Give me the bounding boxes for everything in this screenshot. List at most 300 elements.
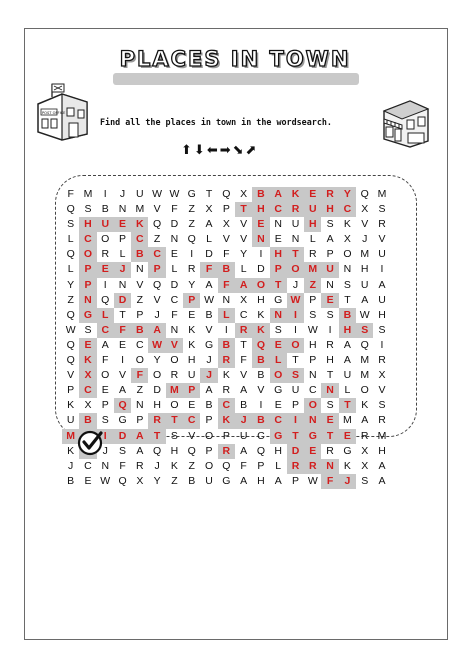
grid-cell[interactable]: C xyxy=(218,398,235,413)
grid-cell[interactable]: T xyxy=(321,429,338,444)
grid-cell[interactable]: B xyxy=(252,187,269,202)
grid-cell[interactable]: A xyxy=(343,338,351,351)
grid-cell[interactable]: Q xyxy=(256,444,265,457)
grid-cell[interactable]: C xyxy=(257,429,265,442)
grid-cell[interactable]: J xyxy=(154,459,160,472)
grid-cell[interactable]: O xyxy=(101,369,110,382)
grid-cell[interactable]: C xyxy=(131,232,148,247)
grid-cell[interactable]: I xyxy=(328,323,332,336)
grid-cell[interactable]: U xyxy=(343,369,352,382)
grid-cell[interactable]: E xyxy=(84,474,92,487)
grid-cell[interactable]: I xyxy=(97,429,114,444)
grid-cell[interactable]: B xyxy=(205,399,213,412)
grid-cell[interactable]: G xyxy=(79,308,96,323)
grid-cell[interactable]: H xyxy=(153,399,161,412)
grid-cell[interactable]: M xyxy=(360,248,370,261)
grid-cell[interactable]: R xyxy=(304,459,321,474)
grid-cell[interactable]: W xyxy=(169,188,180,200)
grid-cell[interactable]: J xyxy=(292,278,299,291)
grid-cell[interactable]: V xyxy=(257,384,265,397)
grid-cell[interactable]: R xyxy=(218,353,235,368)
grid-cell[interactable]: X xyxy=(361,203,369,216)
grid-cell[interactable]: B xyxy=(257,369,265,382)
grid-cell[interactable]: R xyxy=(235,323,252,338)
grid-cell[interactable]: R xyxy=(326,338,334,351)
grid-cell[interactable]: V xyxy=(378,384,386,397)
grid-cell[interactable]: A xyxy=(361,414,369,427)
grid-cell[interactable]: X xyxy=(343,233,351,246)
grid-cell[interactable]: R xyxy=(222,384,231,397)
grid-cell[interactable]: V xyxy=(240,233,248,246)
grid-cell[interactable]: U xyxy=(378,248,386,261)
grid-cell[interactable]: Y xyxy=(240,248,248,261)
grid-cell[interactable]: H xyxy=(378,308,386,321)
grid-cell[interactable]: K xyxy=(170,459,178,472)
grid-cell[interactable]: J xyxy=(339,474,356,489)
grid-cell[interactable]: P xyxy=(257,459,265,472)
grid-cell[interactable]: X xyxy=(222,218,230,231)
grid-cell[interactable]: R xyxy=(326,444,334,457)
grid-cell[interactable]: H xyxy=(360,263,369,276)
grid-cell[interactable]: Q xyxy=(153,444,162,457)
grid-cell[interactable]: O xyxy=(135,354,144,367)
grid-cell[interactable]: L xyxy=(275,459,282,472)
grid-cell[interactable]: N xyxy=(326,278,334,291)
grid-cell[interactable]: W xyxy=(148,338,165,353)
grid-cell[interactable]: P xyxy=(119,233,127,246)
grid-cell[interactable]: J xyxy=(206,354,212,367)
grid-cell[interactable]: K xyxy=(257,308,265,321)
grid-cell[interactable]: A xyxy=(240,474,248,487)
grid-cell[interactable]: C xyxy=(309,384,317,397)
grid-cell[interactable]: G xyxy=(274,384,283,397)
grid-cell[interactable]: H xyxy=(304,217,321,232)
grid-cell[interactable]: V xyxy=(136,278,144,291)
grid-cell[interactable]: G xyxy=(270,429,287,444)
grid-cell[interactable]: F xyxy=(171,203,178,216)
grid-cell[interactable]: A xyxy=(136,444,144,457)
grid-cell[interactable]: A xyxy=(240,384,248,397)
grid-cell[interactable]: Q xyxy=(101,293,110,306)
grid-cell[interactable]: X xyxy=(205,203,213,216)
grid-cell[interactable]: U xyxy=(66,414,75,427)
grid-cell[interactable]: N xyxy=(270,308,287,323)
grid-cell[interactable]: B xyxy=(252,413,269,428)
grid-cell[interactable]: E xyxy=(274,399,282,412)
grid-cell[interactable]: E xyxy=(304,187,321,202)
grid-cell[interactable]: I xyxy=(287,413,304,428)
grid-cell[interactable]: V xyxy=(119,369,127,382)
grid-cell[interactable]: G xyxy=(343,444,352,457)
grid-cell[interactable]: T xyxy=(287,247,304,262)
grid-cell[interactable]: A xyxy=(205,218,213,231)
grid-cell[interactable]: X xyxy=(79,368,96,383)
grid-cell[interactable]: P xyxy=(222,203,230,216)
grid-cell[interactable]: C xyxy=(270,413,287,428)
grid-cell[interactable]: G xyxy=(204,338,214,351)
grid-cell[interactable]: P xyxy=(222,429,230,442)
grid-cell[interactable]: J xyxy=(119,188,126,200)
grid-cell[interactable]: L xyxy=(309,233,316,246)
grid-cell[interactable]: H xyxy=(274,444,282,457)
grid-cell[interactable]: S xyxy=(326,399,334,412)
grid-cell[interactable]: R xyxy=(360,429,369,442)
grid-cell[interactable]: F xyxy=(200,262,217,277)
grid-cell[interactable]: B xyxy=(188,474,196,487)
grid-cell[interactable]: L xyxy=(97,308,114,323)
grid-cell[interactable]: P xyxy=(309,293,317,306)
grid-cell[interactable]: O xyxy=(304,398,321,413)
grid-cell[interactable]: V xyxy=(153,203,161,216)
grid-cell[interactable]: Z xyxy=(304,278,321,293)
grid-cell[interactable]: T xyxy=(166,413,183,428)
grid-cell[interactable]: N xyxy=(309,369,317,382)
grid-cell[interactable]: P xyxy=(101,399,109,412)
grid-cell[interactable]: Z xyxy=(67,293,74,306)
grid-cell[interactable]: X xyxy=(84,399,92,412)
grid-cell[interactable]: K xyxy=(287,187,304,202)
grid-cell[interactable]: R xyxy=(321,187,338,202)
grid-cell[interactable]: E xyxy=(321,413,338,428)
grid-cell[interactable]: Q xyxy=(66,248,75,261)
grid-cell[interactable]: N xyxy=(101,459,110,472)
grid-cell[interactable]: A xyxy=(274,474,282,487)
grid-cell[interactable]: L xyxy=(240,263,247,276)
grid-cell[interactable]: J xyxy=(68,459,74,472)
grid-cell[interactable]: Q xyxy=(252,338,269,353)
grid-cell[interactable]: S xyxy=(378,399,386,412)
grid-cell[interactable]: Y xyxy=(339,187,356,202)
grid-cell[interactable]: P xyxy=(205,444,213,457)
grid-cell[interactable]: B xyxy=(79,413,96,428)
grid-cell[interactable]: H xyxy=(187,354,196,367)
grid-cell[interactable]: J xyxy=(114,262,131,277)
grid-cell[interactable]: M xyxy=(360,354,370,367)
grid-cell[interactable]: M xyxy=(377,429,387,442)
grid-cell[interactable]: I xyxy=(259,399,263,412)
grid-cell[interactable]: C xyxy=(170,293,179,306)
grid-cell[interactable]: O xyxy=(270,368,287,383)
grid-cell[interactable]: T xyxy=(148,429,165,444)
grid-cell[interactable]: Z xyxy=(171,474,178,487)
grid-cell[interactable]: Z xyxy=(188,203,195,216)
grid-cell[interactable]: R xyxy=(378,414,386,427)
grid-cell[interactable]: Q xyxy=(66,354,75,367)
grid-cell[interactable]: A xyxy=(240,444,248,457)
grid-cell[interactable]: N xyxy=(304,413,321,428)
grid-cell[interactable]: E xyxy=(79,338,96,353)
grid-cell[interactable]: N xyxy=(170,323,179,336)
grid-cell[interactable]: B xyxy=(131,247,148,262)
grid-cell[interactable]: I xyxy=(287,308,304,323)
grid-cell[interactable]: T xyxy=(235,202,252,217)
grid-cell[interactable]: B xyxy=(218,338,235,353)
grid-cell[interactable]: N xyxy=(321,459,338,474)
grid-cell[interactable]: S xyxy=(287,368,304,383)
grid-cell[interactable]: E xyxy=(274,233,282,246)
grid-cell[interactable]: A xyxy=(235,278,252,293)
grid-cell[interactable]: F xyxy=(102,354,109,367)
grid-cell[interactable]: M xyxy=(377,188,387,200)
grid-cell[interactable]: I xyxy=(121,354,124,367)
grid-cell[interactable]: S xyxy=(343,278,351,291)
grid-cell[interactable]: O xyxy=(153,369,162,382)
grid-cell[interactable]: U xyxy=(360,278,369,291)
grid-cell[interactable]: L xyxy=(171,263,178,276)
grid-cell[interactable]: Y xyxy=(153,354,161,367)
grid-cell[interactable]: A xyxy=(205,384,213,397)
grid-cell[interactable]: I xyxy=(103,278,107,291)
grid-cell[interactable]: S xyxy=(170,429,178,442)
grid-cell[interactable]: S xyxy=(84,323,92,336)
grid-cell[interactable]: E xyxy=(97,262,114,277)
grid-cell[interactable]: A xyxy=(343,354,351,367)
grid-cell[interactable]: R xyxy=(287,459,304,474)
grid-cell[interactable]: C xyxy=(84,459,92,472)
grid-cell[interactable]: A xyxy=(378,474,386,487)
grid-cell[interactable]: C xyxy=(183,413,200,428)
grid-cell[interactable]: R xyxy=(378,218,386,231)
grid-cell[interactable]: K xyxy=(188,323,196,336)
grid-cell[interactable]: R xyxy=(148,413,165,428)
grid-cell[interactable]: Z xyxy=(188,459,195,472)
grid-cell[interactable]: Q xyxy=(187,233,196,246)
grid-cell[interactable]: P xyxy=(79,278,96,293)
grid-cell[interactable]: J xyxy=(200,368,217,383)
grid-cell[interactable]: G xyxy=(187,188,196,200)
grid-cell[interactable]: V xyxy=(240,369,248,382)
grid-cell[interactable]: L xyxy=(67,233,74,246)
grid-cell[interactable]: Q xyxy=(360,338,369,351)
grid-cell[interactable]: O xyxy=(79,247,96,262)
grid-cell[interactable]: I xyxy=(190,248,194,261)
grid-cell[interactable]: H xyxy=(326,354,334,367)
grid-cell[interactable]: N xyxy=(291,233,300,246)
grid-cell[interactable]: J xyxy=(235,413,252,428)
grid-cell[interactable]: V xyxy=(188,429,196,442)
grid-cell[interactable]: Y xyxy=(153,474,161,487)
grid-cell[interactable]: P xyxy=(136,308,144,321)
grid-cell[interactable]: H xyxy=(170,444,179,457)
grid-cell[interactable]: S xyxy=(67,218,75,231)
grid-cell[interactable]: C xyxy=(339,202,356,217)
grid-cell[interactable]: W xyxy=(307,474,318,487)
grid-cell[interactable]: F xyxy=(321,474,338,489)
grid-cell[interactable]: X xyxy=(240,188,248,200)
grid-cell[interactable]: A xyxy=(326,233,334,246)
grid-cell[interactable]: S xyxy=(378,323,386,336)
grid-cell[interactable]: C xyxy=(239,308,248,321)
grid-cell[interactable]: O xyxy=(170,354,179,367)
grid-cell[interactable]: W xyxy=(65,323,76,336)
grid-cell[interactable]: M xyxy=(135,203,145,216)
grid-cell[interactable]: T xyxy=(119,308,126,321)
grid-cell[interactable]: C xyxy=(79,383,96,398)
grid-cell[interactable]: U xyxy=(378,293,386,306)
grid-cell[interactable]: E xyxy=(119,338,127,351)
grid-cell[interactable]: V xyxy=(153,293,161,306)
grid-cell[interactable]: S xyxy=(84,203,92,216)
grid-cell[interactable]: H xyxy=(79,217,96,232)
grid-cell[interactable]: O xyxy=(287,338,304,353)
grid-cell[interactable]: U xyxy=(239,429,248,442)
grid-cell[interactable]: N xyxy=(79,293,96,308)
grid-cell[interactable]: H xyxy=(309,338,317,351)
grid-cell[interactable]: S xyxy=(274,323,282,336)
grid-cell[interactable]: N xyxy=(222,293,231,306)
grid-cell[interactable]: D xyxy=(153,384,161,397)
grid-cell[interactable]: T xyxy=(205,188,213,200)
grid-cell[interactable]: O xyxy=(252,278,269,293)
grid-cell[interactable]: R xyxy=(170,369,179,382)
grid-cell[interactable]: Z xyxy=(153,233,161,246)
grid-cell[interactable]: N xyxy=(118,203,127,216)
grid-cell[interactable]: N xyxy=(170,233,179,246)
grid-cell[interactable]: K xyxy=(67,399,75,412)
grid-cell[interactable]: D xyxy=(114,293,131,308)
grid-cell[interactable]: H xyxy=(321,202,338,217)
grid-cell[interactable]: K xyxy=(361,399,369,412)
grid-cell[interactable]: Q xyxy=(66,308,75,321)
grid-cell[interactable]: V xyxy=(361,218,369,231)
grid-cell[interactable]: K xyxy=(67,444,75,457)
grid-cell[interactable]: T xyxy=(270,278,287,293)
grid-cell[interactable]: E xyxy=(321,293,338,308)
grid-cell[interactable]: T xyxy=(287,429,304,444)
grid-cell[interactable]: U xyxy=(136,188,144,200)
grid-cell[interactable]: D xyxy=(170,278,179,291)
grid-cell[interactable]: N xyxy=(252,232,269,247)
grid-cell[interactable]: F xyxy=(171,308,178,321)
grid-cell[interactable]: O xyxy=(343,248,352,261)
grid-cell[interactable]: R xyxy=(101,248,110,261)
grid-cell[interactable]: M xyxy=(343,414,352,427)
grid-cell[interactable]: D xyxy=(205,248,213,261)
grid-cell[interactable]: D xyxy=(257,263,265,276)
grid-cell[interactable]: B xyxy=(339,308,356,323)
grid-cell[interactable]: T xyxy=(292,354,299,367)
grid-cell[interactable]: R xyxy=(218,444,235,459)
grid-cell[interactable]: B xyxy=(218,262,235,277)
grid-cell[interactable]: C xyxy=(148,247,165,262)
grid-cell[interactable]: I xyxy=(380,338,384,351)
grid-cell[interactable]: U xyxy=(97,217,114,232)
grid-cell[interactable]: W xyxy=(100,474,111,487)
grid-cell[interactable]: E xyxy=(252,217,269,232)
grid-cell[interactable]: K xyxy=(188,338,196,351)
grid-cell[interactable]: F xyxy=(240,354,247,367)
grid-cell[interactable]: E xyxy=(170,248,178,261)
grid-cell[interactable]: H xyxy=(339,323,356,338)
grid-cell[interactable]: K xyxy=(343,459,351,472)
grid-cell[interactable]: C xyxy=(97,323,114,338)
grid-cell[interactable]: O xyxy=(204,459,214,472)
grid-cell[interactable]: B xyxy=(131,323,148,338)
grid-cell[interactable]: M xyxy=(360,369,370,382)
grid-cell[interactable]: V xyxy=(240,218,248,231)
grid-cell[interactable]: M xyxy=(166,383,183,398)
grid-cell[interactable]: W xyxy=(359,308,370,321)
grid-cell[interactable]: E xyxy=(101,384,109,397)
grid-cell[interactable]: G xyxy=(304,429,321,444)
grid-cell[interactable]: F xyxy=(67,188,74,200)
grid-cell[interactable]: K xyxy=(131,217,148,232)
grid-cell[interactable]: C xyxy=(79,232,96,247)
grid-cell[interactable]: E xyxy=(304,444,321,459)
grid-cell[interactable]: V xyxy=(205,323,213,336)
grid-cell[interactable]: F xyxy=(131,368,148,383)
grid-cell[interactable]: I xyxy=(380,263,384,276)
grid-cell[interactable]: H xyxy=(252,202,269,217)
grid-cell[interactable]: P xyxy=(67,384,75,397)
grid-cell[interactable]: Q xyxy=(66,338,75,351)
grid-cell[interactable]: M xyxy=(83,188,93,200)
grid-cell[interactable]: O xyxy=(101,233,110,246)
grid-cell[interactable]: H xyxy=(378,444,386,457)
grid-cell[interactable]: L xyxy=(119,248,126,261)
grid-cell[interactable]: N xyxy=(118,278,127,291)
grid-cell[interactable]: B xyxy=(252,353,269,368)
grid-cell[interactable]: S xyxy=(356,323,373,338)
grid-cell[interactable]: D xyxy=(170,218,179,231)
grid-cell[interactable]: I xyxy=(103,188,107,200)
grid-cell[interactable]: N xyxy=(136,399,144,412)
grid-cell[interactable]: E xyxy=(188,308,196,321)
grid-cell[interactable]: P xyxy=(292,474,300,487)
grid-cell[interactable]: B xyxy=(205,308,213,321)
grid-cell[interactable]: V xyxy=(222,233,230,246)
grid-cell[interactable]: S xyxy=(326,308,334,321)
grid-cell[interactable]: A xyxy=(119,384,127,397)
grid-cell[interactable]: F xyxy=(114,323,131,338)
grid-cell[interactable]: I xyxy=(224,323,228,336)
grid-cell[interactable]: R xyxy=(136,459,144,472)
grid-cell[interactable]: P xyxy=(309,354,317,367)
grid-cell[interactable]: H xyxy=(257,474,265,487)
grid-cell[interactable]: T xyxy=(344,293,351,306)
grid-cell[interactable]: U xyxy=(291,218,300,231)
grid-cell[interactable]: C xyxy=(270,202,287,217)
grid-cell[interactable]: O xyxy=(287,262,304,277)
grid-cell[interactable]: S xyxy=(119,444,127,457)
grid-cell[interactable]: P xyxy=(326,248,334,261)
grid-cell[interactable]: N xyxy=(321,383,338,398)
grid-cell[interactable]: F xyxy=(240,459,247,472)
grid-cell[interactable]: G xyxy=(118,414,127,427)
grid-cell[interactable]: E xyxy=(114,217,131,232)
grid-cell[interactable]: B xyxy=(67,474,75,487)
grid-cell[interactable]: N xyxy=(274,218,282,231)
grid-cell[interactable]: V xyxy=(67,369,75,382)
grid-cell[interactable]: Q xyxy=(222,188,231,200)
grid-cell[interactable]: J xyxy=(102,444,108,457)
grid-cell[interactable]: L xyxy=(67,263,74,276)
grid-cell[interactable]: L xyxy=(344,384,351,397)
grid-cell[interactable]: F xyxy=(119,459,126,472)
grid-cell[interactable]: Q xyxy=(153,278,162,291)
grid-cell[interactable]: O xyxy=(360,384,369,397)
grid-cell[interactable]: Z xyxy=(136,384,144,397)
grid-cell[interactable]: I xyxy=(294,323,297,336)
grid-cell[interactable]: A xyxy=(101,338,109,351)
grid-cell[interactable]: W xyxy=(307,323,318,336)
grid-cell[interactable]: U xyxy=(205,474,213,487)
grid-cell[interactable]: T xyxy=(240,338,247,351)
grid-cell[interactable]: E xyxy=(270,338,287,353)
grid-cell[interactable]: K xyxy=(222,369,230,382)
grid-cell[interactable]: T xyxy=(326,369,334,382)
grid-cell[interactable]: Z xyxy=(188,218,195,231)
